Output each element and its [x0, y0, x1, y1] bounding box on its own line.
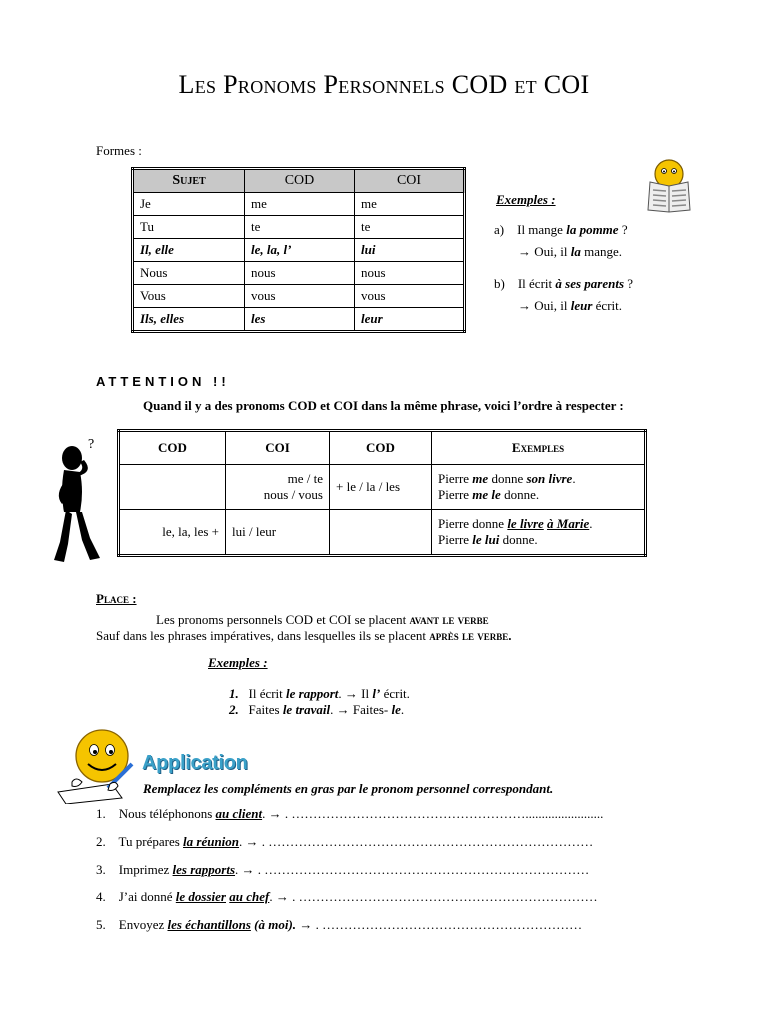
- list-marker: 3.: [96, 862, 106, 877]
- list-marker: 2.: [229, 702, 239, 717]
- forms-table: [131, 167, 466, 333]
- list-marker: a): [494, 222, 505, 237]
- place-line-1: [156, 612, 489, 628]
- table-cell: Il, elle: [133, 239, 245, 262]
- attention-intro: Quand il y a des pronoms COD et COI dans la même phrase, voici l’ordre à respecter :: [143, 398, 624, 413]
- writing-smiley-icon: [52, 726, 142, 804]
- text: Pierre: [438, 532, 473, 547]
- order-table-header: [119, 431, 646, 465]
- example-b-question: [494, 276, 633, 292]
- text: Pierre: [438, 487, 473, 502]
- text: .: [572, 471, 576, 486]
- exercise-item: [96, 834, 593, 850]
- example-line: [438, 487, 638, 503]
- text: mange.: [580, 244, 623, 259]
- table-cell: Tu: [133, 216, 245, 239]
- answer-blank[interactable]: . ………………………………………………........................: [281, 806, 604, 821]
- text-bold: la pomme: [566, 222, 619, 237]
- answer-blank[interactable]: . …………………………………………………………………: [258, 834, 594, 849]
- table-cell: [432, 465, 646, 510]
- header-exemples: Exemples: [432, 431, 646, 465]
- text-bold: leur: [570, 298, 593, 313]
- text: écrit.: [380, 686, 410, 701]
- exercise-item: [96, 889, 598, 905]
- table-cell: nous: [355, 262, 465, 285]
- text-smallcaps: avant le verbe: [409, 612, 489, 627]
- table-cell: vous: [245, 285, 355, 308]
- text: Pierre: [438, 471, 473, 486]
- text-bold: les rapports: [172, 862, 236, 877]
- table-cell: le, la, les +: [119, 510, 226, 556]
- example-line: [438, 516, 638, 532]
- table-cell: Ils, elles: [133, 308, 245, 332]
- application-instruction: Remplacez les compléments en gras par le pronom personnel correspondant.: [143, 781, 554, 796]
- order-table: [117, 429, 647, 557]
- text-bold: l’: [372, 686, 381, 701]
- text: . → Il: [338, 686, 373, 701]
- text: donne.: [500, 487, 540, 502]
- list-marker: 2.: [96, 834, 106, 849]
- text: Il écrit: [248, 686, 287, 701]
- table-cell: te: [245, 216, 355, 239]
- table-cell: + le / la / les: [330, 465, 432, 510]
- place-line-2: [96, 628, 512, 644]
- text-bold: me le: [472, 487, 501, 502]
- header-cod: COD: [119, 431, 226, 465]
- thinking-figure-icon: [50, 432, 106, 572]
- text: donne: [488, 471, 527, 486]
- text: J’ai donné: [118, 889, 176, 904]
- text-bold: (à moi).: [250, 917, 300, 932]
- text: → Oui, il: [518, 244, 571, 259]
- text-bold: le rapport: [286, 686, 339, 701]
- text-bold: les échantillons: [167, 917, 251, 932]
- text: Pierre donne: [438, 516, 508, 531]
- forms-table-header: [133, 169, 465, 193]
- arrow-icon: →: [275, 889, 289, 904]
- text-bold: son livre: [526, 471, 573, 486]
- examples-heading: Exemples :: [496, 192, 556, 207]
- text-bold: le lui: [472, 532, 500, 547]
- place-heading: Place :: [96, 591, 137, 606]
- text-bold: à Marie: [547, 516, 590, 531]
- header-cod: COD: [245, 169, 355, 193]
- arrow-icon: →: [268, 806, 282, 821]
- text: Envoyez: [118, 917, 168, 932]
- answer-blank[interactable]: . ……………………………………………………: [312, 917, 583, 932]
- text-bold: la: [570, 244, 581, 259]
- table-cell: Vous: [133, 285, 245, 308]
- text: me / te: [287, 471, 323, 486]
- table-cell: Nous: [133, 262, 245, 285]
- exercise-item: [96, 917, 582, 933]
- example-a-answer: [518, 244, 622, 260]
- text: nous / vous: [263, 487, 323, 502]
- table-row: [133, 193, 465, 216]
- table-cell: lui: [355, 239, 465, 262]
- header-cod-2: COD: [330, 431, 432, 465]
- list-marker: 4.: [96, 889, 106, 904]
- table-cell: nous: [245, 262, 355, 285]
- table-row: [133, 285, 465, 308]
- text: .: [269, 889, 276, 904]
- text: Sauf dans les phrases impératives, dans lesquelles ils se placent: [96, 628, 430, 643]
- text-bold: le: [391, 702, 401, 717]
- formes-label: Formes :: [96, 143, 142, 158]
- text: Il mange: [517, 222, 567, 237]
- arrow-icon: →: [241, 862, 255, 877]
- table-cell: [226, 465, 330, 510]
- page-title: Les Pronoms Personnels COD et COI: [178, 70, 590, 99]
- table-cell: lui / leur: [226, 510, 330, 556]
- table-cell: le, la, l’: [245, 239, 355, 262]
- table-row: [119, 465, 646, 510]
- example-a-question: [494, 222, 628, 238]
- text-bold: la réunion: [183, 834, 240, 849]
- text: .: [235, 862, 242, 877]
- text: Imprimez: [118, 862, 173, 877]
- header-coi: COI: [226, 431, 330, 465]
- example-b-answer: [518, 298, 622, 314]
- newspaper-smiley-icon: [640, 156, 698, 214]
- exercise-item: [96, 806, 603, 822]
- text: .: [589, 516, 593, 531]
- attention-heading: ATTENTION !!: [96, 374, 230, 389]
- list-marker: 1.: [229, 686, 239, 701]
- answer-blank[interactable]: . ……………………………………………………………: [288, 889, 598, 904]
- table-cell: Je: [133, 193, 245, 216]
- text-bold: le dossier: [175, 889, 226, 904]
- example-line: [438, 471, 638, 487]
- text: donne.: [499, 532, 538, 547]
- example-line: [438, 532, 638, 548]
- list-marker: 5.: [96, 917, 106, 932]
- text: Il écrit: [517, 276, 556, 291]
- application-title: Application: [142, 752, 248, 774]
- text-smallcaps: après le verbe: [429, 628, 509, 643]
- list-marker: 1.: [96, 806, 106, 821]
- text-bold: le livre: [507, 516, 544, 531]
- place-examples-heading: Exemples :: [208, 655, 268, 670]
- text: → Oui, il: [518, 298, 571, 313]
- header-sujet: Sujet: [133, 169, 245, 193]
- text-bold: me: [472, 471, 489, 486]
- table-row: [133, 216, 465, 239]
- table-cell: leur: [355, 308, 465, 332]
- table-row: [133, 308, 465, 332]
- text: ?: [624, 276, 634, 291]
- text: .: [508, 628, 512, 643]
- table-cell: [119, 465, 226, 510]
- text-bold: le travail: [282, 702, 331, 717]
- table-row: [119, 510, 646, 556]
- text-bold: au chef: [229, 889, 270, 904]
- text: Nous téléphonons: [118, 806, 216, 821]
- exercise-item: [96, 862, 589, 878]
- place-example-1: [229, 686, 410, 702]
- text: ?: [618, 222, 628, 237]
- table-row: [133, 262, 465, 285]
- table-cell: te: [355, 216, 465, 239]
- table-cell: me: [245, 193, 355, 216]
- list-marker: b): [494, 276, 505, 291]
- arrow-icon: →: [245, 834, 259, 849]
- place-example-2: [229, 702, 404, 718]
- text: Tu prépares: [118, 834, 184, 849]
- text: .: [239, 834, 246, 849]
- text: . → Faites-: [330, 702, 392, 717]
- text-bold: au client: [215, 806, 263, 821]
- text: .: [400, 702, 405, 717]
- table-row: [133, 239, 465, 262]
- header-coi: COI: [355, 169, 465, 193]
- text: Faites: [248, 702, 283, 717]
- table-cell: vous: [355, 285, 465, 308]
- answer-blank[interactable]: . …………………………………………………………………: [254, 862, 590, 877]
- text: .: [262, 806, 269, 821]
- table-cell: me: [355, 193, 465, 216]
- svg-text:?: ?: [88, 437, 95, 452]
- text-bold: à ses parents: [555, 276, 625, 291]
- table-cell: les: [245, 308, 355, 332]
- table-cell: [432, 510, 646, 556]
- text: écrit.: [592, 298, 622, 313]
- text: Les pronoms personnels COD et COI se placent: [156, 612, 410, 627]
- table-cell: [330, 510, 432, 556]
- arrow-icon: →: [299, 917, 313, 932]
